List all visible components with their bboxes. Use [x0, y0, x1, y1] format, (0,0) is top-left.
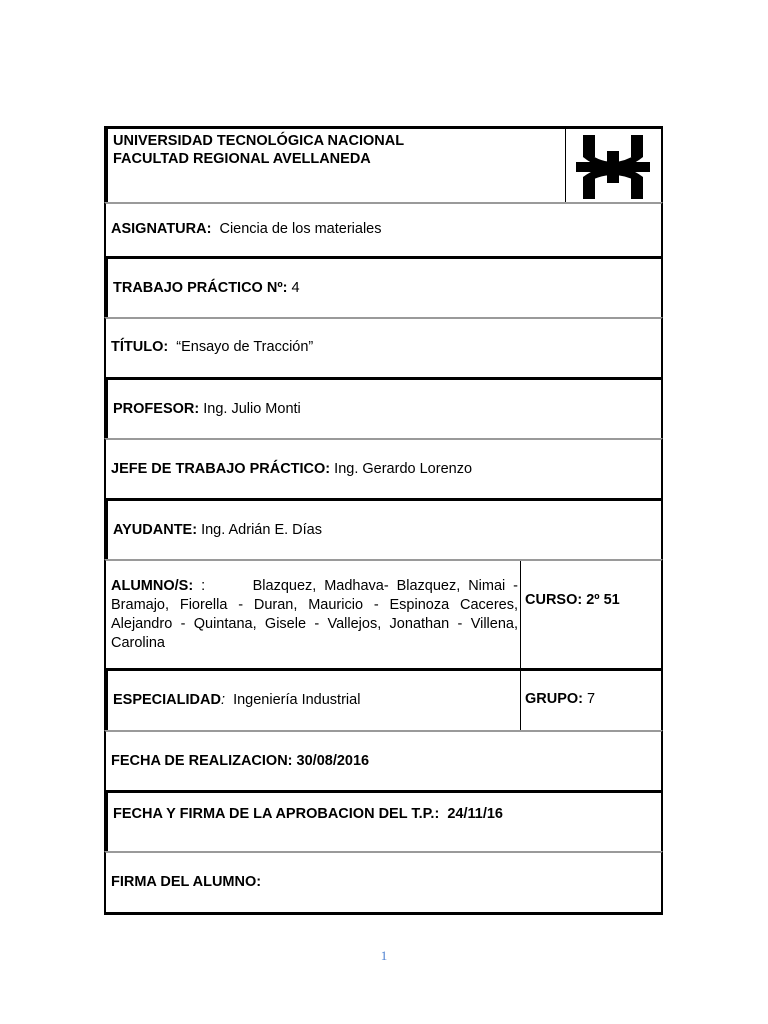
titulo-label: TÍTULO:: [111, 339, 169, 355]
profesor-label: PROFESOR:: [113, 401, 200, 417]
jefe-label: JEFE DE TRABAJO PRÁCTICO:: [111, 461, 331, 477]
especialidad-row: [104, 668, 663, 730]
ayudante-row: [104, 498, 663, 559]
curso-text: CURSO: 2º 51: [525, 592, 620, 608]
ayudante-label: AYUDANTE:: [113, 522, 198, 538]
titulo-value: “Ensayo de Tracción”: [176, 339, 314, 355]
profesor-value: Ing. Julio Monti: [203, 401, 301, 417]
logo-cell: [565, 129, 661, 202]
fecha-realizacion-row: [104, 730, 663, 790]
titulo-row: [104, 317, 663, 377]
university-name: UNIVERSIDAD TECNOLÓGICA NACIONAL: [113, 133, 405, 149]
trabajo-row: [104, 256, 663, 317]
header-row: [104, 126, 663, 202]
grupo-value: 7: [587, 691, 596, 707]
utn-logo-icon: [576, 135, 650, 199]
asignatura-row: [104, 202, 663, 256]
firma-row: [104, 851, 663, 915]
asignatura-value: Ciencia de los materiales: [219, 221, 382, 237]
faculty-name: FACULTAD REGIONAL AVELLANEDA: [113, 151, 371, 167]
curso-cell: [520, 561, 661, 668]
alumnos-value: : Blazquez, Madhava- Blazquez, Nimai - Bramajo, Fiorella - Duran, Mauricio - Espinoza Caceres, Alejandro - Quintana, Gisele - Vallejos, Jonathan - Villena, Carolina: [111, 578, 523, 651]
especialidad-value: Ingeniería Industrial: [233, 692, 361, 708]
jefe-value: Ing. Gerardo Lorenzo: [334, 461, 473, 477]
jefe-row: [104, 438, 663, 498]
grupo-cell: [520, 671, 661, 730]
fecha-realizacion-text: FECHA DE REALIZACION: 30/08/2016: [111, 753, 370, 769]
trabajo-label: TRABAJO PRÁCTICO Nº:: [113, 280, 288, 296]
ayudante-value: Ing. Adrián E. Días: [201, 522, 322, 538]
alumnos-label: ALUMNO/S:: [111, 578, 194, 594]
fecha-aprobacion-row: [104, 790, 663, 851]
alumnos-row: [104, 559, 663, 668]
profesor-row: [104, 377, 663, 438]
grupo-label: GRUPO:: [525, 691, 583, 707]
fecha-aprobacion-text: FECHA Y FIRMA DE LA APROBACION DEL T.P.: 24/11/16: [113, 806, 503, 822]
trabajo-value: 4: [291, 280, 300, 296]
firma-text: FIRMA DEL ALUMNO:: [111, 874, 262, 890]
especialidad-colon: :: [220, 692, 225, 708]
asignatura-label: ASIGNATURA:: [111, 221, 212, 237]
page-number: 1: [380, 948, 388, 963]
especialidad-label: ESPECIALIDAD: [113, 692, 221, 708]
